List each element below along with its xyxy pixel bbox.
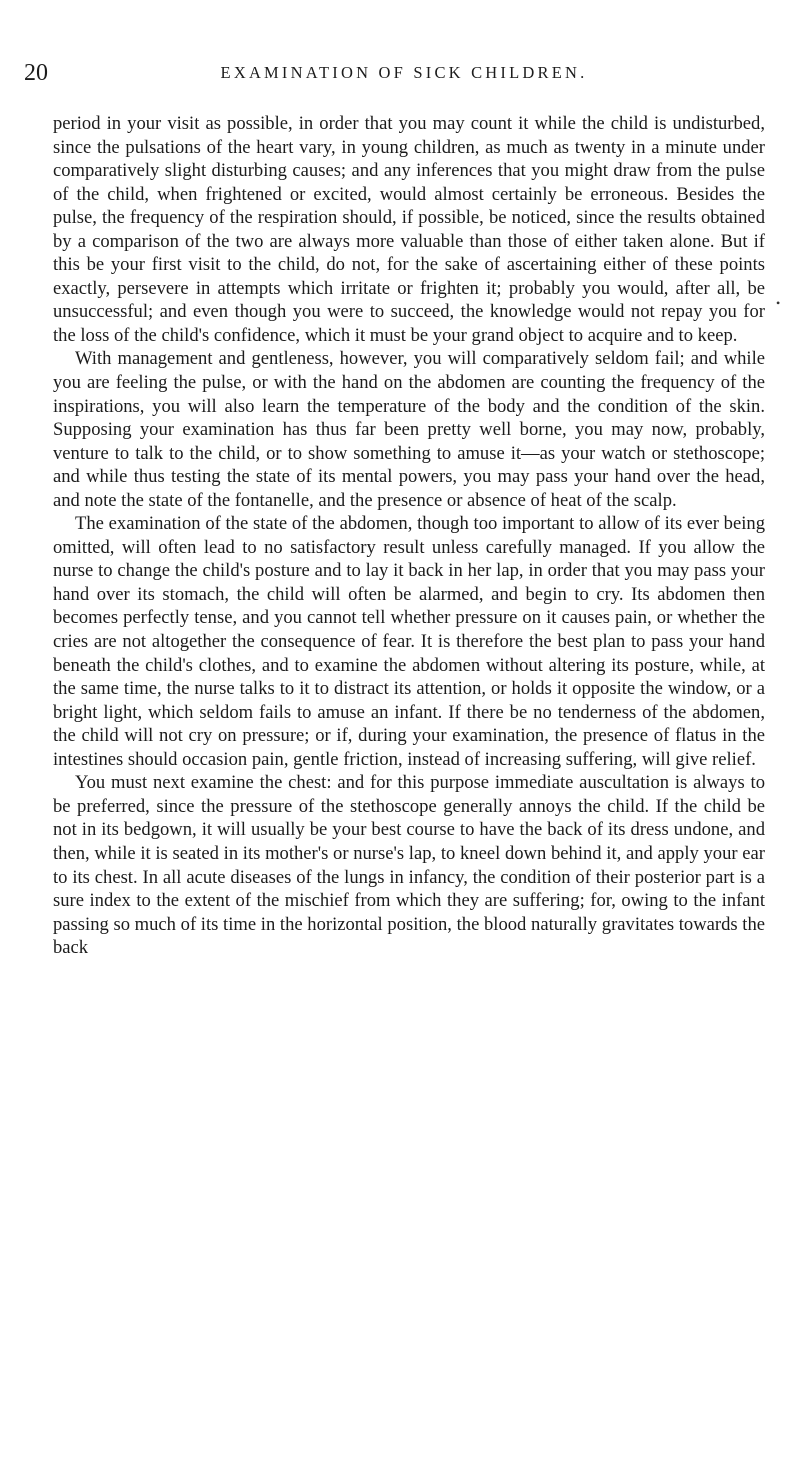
page-number: 20: [24, 60, 48, 86]
margin-mark: •: [776, 296, 781, 310]
running-title: EXAMINATION OF SICK CHILDREN.: [220, 63, 588, 82]
running-head: [24, 60, 764, 90]
paragraph: period in your visit as possible, in order that you may count it while the child is undisturbed, since the pulsations of the heart vary, in young children, as much as twenty in a minute under comparatively slight disturbing causes; and any inferences that you might draw from the pulse of the child, when frightened or excited, would almost certainly be erroneous. Besides the pulse, the frequency of the respiration should, if possible, be noticed, since the results obtained by a comparison of the two are always more valuable than those of either taken alone. But if this be your first visit to the child, do not, for the sake of ascertaining either of these points exactly, persevere in attempts which irritate or frighten it; probably you would, after all, be unsuccessful; and even though you were to succeed, the knowledge would not repay you for the loss of the child's confidence, which it must be your grand object to acquire and to keep.: [53, 113, 765, 346]
paragraph: The examination of the state of the abdomen, though too important to allow of its ever being omitted, will often lead to no satisfactory result unless carefully managed. If you allow the nurse to change the child's posture and to lay it back in her lap, in order that you may pass your hand over its stomach, the child will often be alarmed, and begin to cry. Its abdomen then becomes perfectly tense, and you cannot tell whether pressure on it causes pain, or whether the cries are not altogether the consequence of fear. It is therefore the best plan to pass your hand beneath the child's clothes, and to examine the abdomen without altering its posture, while, at the same time, the nurse talks to it to distract its attention, or holds it opposite the window, or a bright light, which seldom fails to amuse an infant. If there be no tenderness of the abdomen, the child will not cry on pressure; or if, during your examination, the presence of flatus in the intestines should occasion pain, gentle friction, instead of increasing suffering, will give relief.: [53, 513, 765, 770]
paragraph: With management and gentleness, however, you will comparatively seldom fail; and while you are feeling the pulse, or with the hand on the abdomen are counting the frequency of the inspirations, you will also learn the temperature of the body and the condition of the skin. Supposing your examination has thus far been pretty well borne, you may now, probably, venture to talk to the child, or to show something to amuse it—as your watch or stethoscope; and while thus testing the state of its mental powers, you may pass your hand over the head, and note the state of the fontanelle, and the presence or absence of heat of the scalp.: [53, 348, 765, 511]
body-text: [53, 112, 765, 960]
paragraph: You must next examine the chest: and for this purpose immediate auscultation is always to be preferred, since the pressure of the stethoscope generally annoys the child. If the child be not in its bedgown, it will usually be your best course to have the back of its dress undone, and then, while it is seated in its mother's or nurse's lap, to kneel down behind it, and apply your ear to its chest. In all acute diseases of the lungs in infancy, the condition of their posterior part is a sure index to the extent of the mischief from which they are suffering; for, owing to the infant passing so much of its time in the horizontal position, the blood naturally gravitates towards the back: [53, 772, 765, 959]
